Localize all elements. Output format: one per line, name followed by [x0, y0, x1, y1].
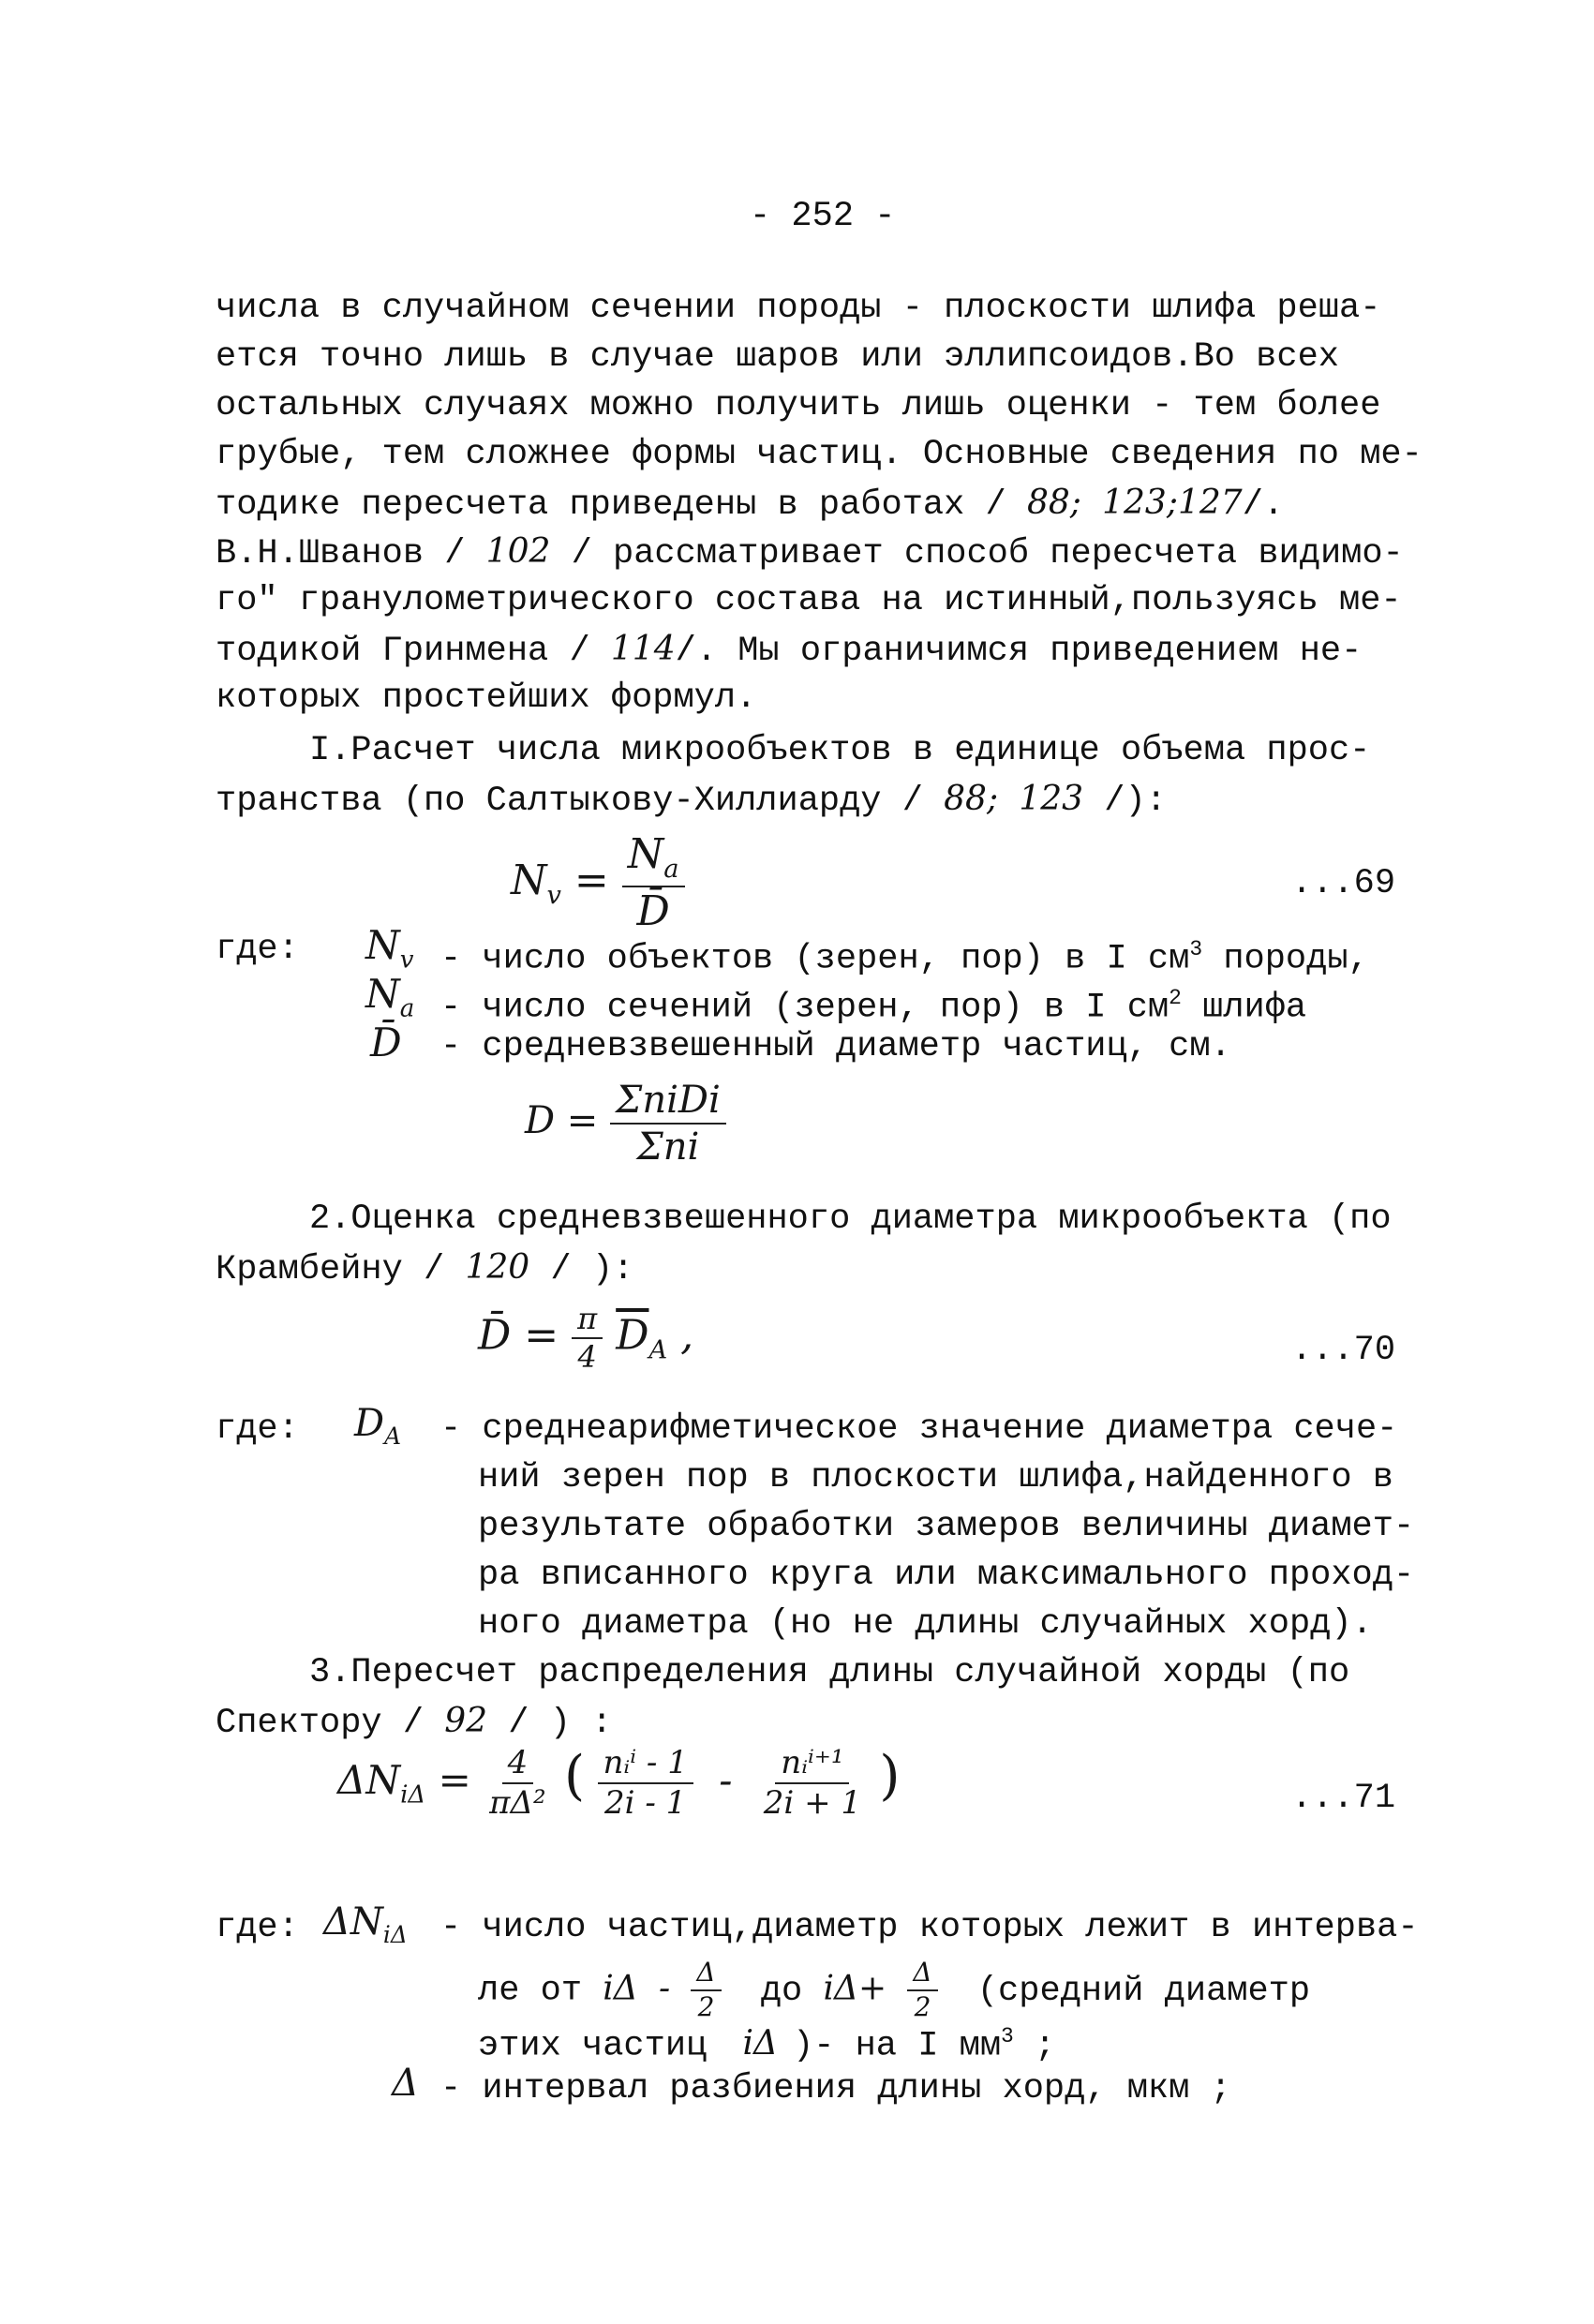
text: (средний диаметр	[976, 1971, 1311, 2011]
minus-sign: -	[658, 1969, 671, 2008]
fraction	[598, 1743, 693, 1822]
text-line: остальных случаях можно получить лишь оценки - тем более	[216, 386, 1381, 425]
symbol-Na-def	[365, 971, 414, 1022]
symbol-Na: N	[365, 971, 400, 1017]
denominator: 2	[697, 1990, 715, 2022]
symbol-Nv: N	[365, 922, 400, 968]
fraction	[758, 1743, 867, 1822]
text: ;	[1013, 2026, 1056, 2066]
symbol-subscript: a	[663, 854, 679, 884]
symbol-D: D	[354, 1402, 385, 1445]
text: - число объектов (зерен, пор) в I см	[440, 939, 1190, 979]
symbol-subscript: iΔ	[382, 1921, 408, 1948]
text-line: - интервал разбиения длины хорд, мкм ;	[440, 2069, 1231, 2108]
text-line: где:	[216, 930, 299, 969]
minus-sign: -	[719, 1757, 733, 1803]
symbol-DA-def	[354, 1402, 401, 1450]
formula-71	[337, 1745, 900, 1821]
reference: 123	[1019, 780, 1084, 818]
text: тодикой Гринмена /	[216, 632, 590, 671]
text: ле от	[478, 1971, 583, 2011]
symbol-subscript: v	[546, 880, 561, 910]
symbol-iDelta: iΔ	[603, 1969, 638, 2008]
text-line: ний зерен пор в плоскости шлифа,найденного в	[478, 1458, 1393, 1497]
text-line	[216, 778, 1167, 823]
superscript: 3	[1189, 937, 1203, 961]
numerator: Δ	[907, 1959, 937, 1991]
symbol-Nv-def	[365, 922, 413, 974]
symbol-D: $\overline{D}$	[616, 1311, 649, 1360]
numerator: 4	[502, 1746, 534, 1784]
numerator	[622, 832, 685, 887]
text: шлифа	[1181, 988, 1307, 1028]
text-line	[216, 530, 1404, 575]
text: / ):	[550, 1250, 634, 1289]
text-line	[216, 1700, 612, 1745]
page-number: - 252 -	[750, 197, 896, 236]
text: транства (по Салтыкову-Хиллиарду /	[216, 782, 923, 821]
text-line: числа в случайном сечении породы - плоскости шлифа реша-	[216, 289, 1381, 328]
text-line: результате обработки замеров величины диамет-	[478, 1507, 1415, 1546]
symbol-iDelta: iΔ	[742, 2024, 778, 2063]
numerator: nᵢⁱ - 1	[598, 1746, 693, 1784]
text: / ) :	[508, 1704, 613, 1743]
symbol-dN: ΔN	[323, 1900, 383, 1944]
text: породы,	[1202, 939, 1369, 979]
equals-sign: =	[574, 857, 609, 905]
text-line: ра вписанного круга или максимального проход-	[478, 1556, 1415, 1595]
fraction	[484, 1743, 552, 1822]
formula-mean-diameter	[525, 1080, 726, 1168]
reference: 88;	[1026, 484, 1081, 522]
fraction-half-delta	[907, 1959, 937, 2022]
denominator: 2	[914, 1990, 931, 2022]
text-line: - число частиц,диаметр которых лежит в интерва-	[440, 1908, 1419, 1947]
text-line	[478, 1959, 1310, 2022]
numerator: ΣniDi	[610, 1080, 726, 1125]
numerator: nᵢⁱ⁺¹	[775, 1746, 849, 1784]
fraction	[610, 1080, 726, 1168]
text-line: I.Расчет числа микрообъектов в единице объема прос-	[309, 731, 1371, 770]
denominator: 4	[577, 1339, 597, 1376]
right-paren: )	[879, 1745, 901, 1807]
text: Крамбейну /	[216, 1250, 445, 1289]
fraction	[622, 832, 685, 934]
symbol-iDelta: iΔ	[823, 1969, 858, 2008]
text-line: 2.Оценка средневзвешенного диаметра микрообъекта (по	[309, 1199, 1392, 1239]
reference: 88;	[944, 780, 999, 818]
symbol-subscript: A	[384, 1423, 401, 1450]
equals-sign: =	[524, 1311, 559, 1360]
equation-number: ...69	[1291, 864, 1396, 903]
symbol-Dbar: D̄	[478, 1311, 512, 1360]
text-line	[216, 482, 1284, 527]
text-line	[216, 1246, 633, 1291]
superscript: 3	[1001, 2024, 1014, 2048]
reference: 92	[444, 1702, 488, 1740]
reference: 120	[465, 1248, 530, 1287]
text: / рассматривает способ пересчета видимо-	[571, 534, 1404, 574]
text-line: где:	[216, 1908, 299, 1947]
fraction-half-delta	[691, 1959, 721, 2022]
text-line: которых простейших формул.	[216, 678, 757, 718]
reference: 102	[485, 532, 551, 571]
text-line: - средневзвешенный диаметр частиц, см.	[440, 1027, 1231, 1066]
text-line	[478, 2015, 1055, 2067]
symbol-delta-def: Δ	[392, 2062, 419, 2105]
text: - число сечений (зерен, пор) в I см	[440, 988, 1169, 1028]
reference: 123;	[1102, 484, 1178, 522]
symbol-dN: ΔN	[337, 1757, 401, 1803]
reference: 114	[610, 630, 676, 668]
symbol-subscript: A	[648, 1335, 668, 1365]
symbol-subscript: a	[399, 994, 415, 1023]
text: /):	[1104, 782, 1167, 821]
formula-70	[478, 1303, 693, 1374]
text-line: грубые, тем сложнее формы частиц. Основные сведения по ме-	[216, 435, 1423, 474]
text-line	[216, 628, 1362, 673]
text-line: ного диаметра (но не длины случайных хорд).	[478, 1604, 1373, 1644]
equation-number: ...71	[1291, 1779, 1396, 1818]
equation-number: ...70	[1291, 1331, 1396, 1370]
symbol-subscript: v	[399, 946, 414, 975]
left-paren: (	[564, 1745, 586, 1807]
equals-sign: =	[438, 1757, 471, 1803]
text: тодике пересчета приведены в работах /	[216, 485, 1006, 525]
superscript: 2	[1169, 986, 1182, 1010]
denominator: πΔ²	[489, 1784, 546, 1822]
fraction	[572, 1303, 603, 1374]
symbol-subscript: iΔ	[400, 1780, 426, 1810]
symbol-Nv: N	[511, 857, 547, 905]
denominator: D̄	[636, 886, 670, 935]
symbol-Na: N	[627, 830, 664, 878]
symbol-dN-def	[323, 1900, 408, 1948]
reference: 127	[1177, 484, 1243, 522]
numerator: π	[572, 1303, 603, 1339]
text: )- на I мм	[792, 2026, 1002, 2066]
denominator: Σni	[636, 1125, 700, 1169]
text: /. Мы ограничимся приведением не-	[675, 632, 1363, 671]
equals-sign: =	[566, 1099, 599, 1142]
text: /.	[1242, 485, 1285, 525]
text: этих частиц	[478, 2026, 708, 2066]
text-line: - среднеарифметическое значение диаметра сече-	[440, 1409, 1398, 1449]
text: Спектору /	[216, 1704, 425, 1743]
text: до	[760, 1971, 803, 2011]
numerator: Δ	[691, 1959, 721, 1991]
denominator: 2i + 1	[763, 1784, 861, 1822]
symbol-Dbar-def: D̄	[370, 1020, 402, 1065]
text-line: 3.Пересчет распределения длины случайной хорды (по	[309, 1653, 1350, 1692]
text-line: где:	[216, 1409, 299, 1449]
text-line	[440, 976, 1306, 1029]
text-line: ется точно лишь в случае шаров или эллипсоидов.Во всех	[216, 337, 1339, 377]
text: В.Н.Шванов /	[216, 534, 466, 574]
denominator: 2i - 1	[604, 1784, 687, 1822]
text-line	[440, 928, 1369, 980]
formula-69	[511, 832, 685, 934]
text-line: го" гранулометрического состава на истинный,пользуясь ме-	[216, 581, 1402, 620]
plus-sign: +	[857, 1969, 887, 2008]
comma: ,	[680, 1311, 694, 1360]
symbol-D: D	[525, 1099, 556, 1142]
